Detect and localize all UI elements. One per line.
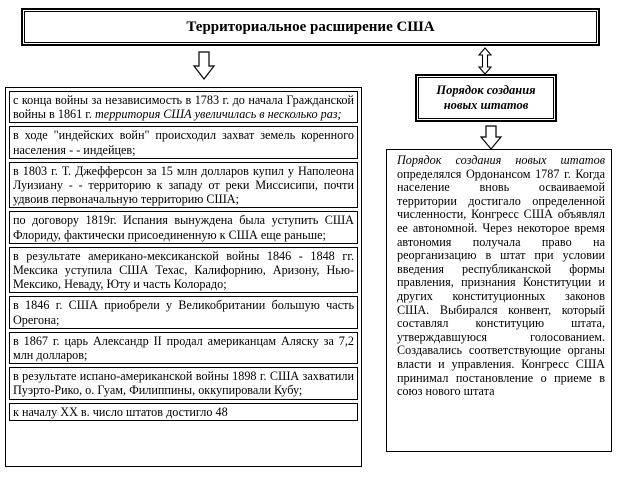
procedure-box: [415, 74, 557, 122]
fact-text: в ходе "индейских войн" происходил захват земель коренного населения - - индейцев;: [13, 128, 354, 157]
list-item: [9, 126, 358, 158]
fact-text: с конца войны за независимость в 1783 г. до начала Гражданской войны в 1861 г.: [13, 93, 354, 122]
fact-text: в 1867 г. царь Александр II продал американцам Аляску за 7,2 млн долларов;: [13, 333, 354, 363]
title-box: [21, 8, 600, 46]
list-item: [9, 91, 358, 123]
list-item: [9, 247, 358, 294]
fact-text-italic: территория США увеличилась в несколько раз;: [95, 107, 342, 122]
diagram-title: Территориальное расширение США: [24, 11, 597, 43]
down-arrow-icon: [193, 52, 215, 80]
procedure-lead: Порядок создания новых штатов: [397, 153, 605, 167]
list-item: [9, 162, 358, 209]
double-arrow-icon: [478, 48, 492, 74]
fact-text: по договору 1819г. Испания вынуждена была уступить США Флориду, фактически присоединенную к США еще раньше;: [13, 213, 354, 242]
list-item: [9, 403, 358, 421]
list-item: [9, 296, 358, 328]
fact-text: в 1846 г. США приобрели у Великобритании большую часть Орегона;: [13, 298, 354, 327]
fact-text: к началу XX в. число штатов достигло 48: [13, 404, 228, 419]
down-arrow-icon: [480, 126, 502, 150]
procedure-heading: Порядок создания новых штатов: [418, 77, 554, 119]
list-item: [9, 332, 358, 364]
procedure-body: определялся Ордонансом 1787 г. Когда население вновь осваиваемой территории достигало определенной численности, Конгресс США объявлял ее автономной. Через некоторое время автономия получала право на реорганизацию в штат при условии введения республиканской формы правления, признания Конституции и других конституционных законов США. Выбирался конвент, который составлял конституцию штата, утверждавшуюся голосованием. Создавались соответствующие органы власти и управления. Конгресс США принимал постановление о приеме в союз нового штата: [397, 166, 605, 399]
fact-text: в результате испано-американской войны 1898 г. США захватили Пуэрто-Рико, о. Гуам, Филиппины, оккупировали Кубу;: [13, 369, 354, 398]
list-item: [9, 211, 358, 243]
list-item: [9, 367, 358, 399]
fact-text: в результате американо-мексиканской войны 1846 - 1848 гг. Мексика уступила США Техас, Калифорнию, Аризону, Нью-Мексико, Неваду, Юту и часть Колорадо;: [13, 248, 354, 292]
fact-text: в 1803 г. Т. Джефферсон за 15 млн долларов купил у Наполеона Луизиану - - территорию к западу от реки Миссисипи, почти удвоив первоначальную территорию США;: [13, 163, 354, 207]
facts-list: [5, 87, 362, 467]
procedure-description: [386, 149, 612, 452]
